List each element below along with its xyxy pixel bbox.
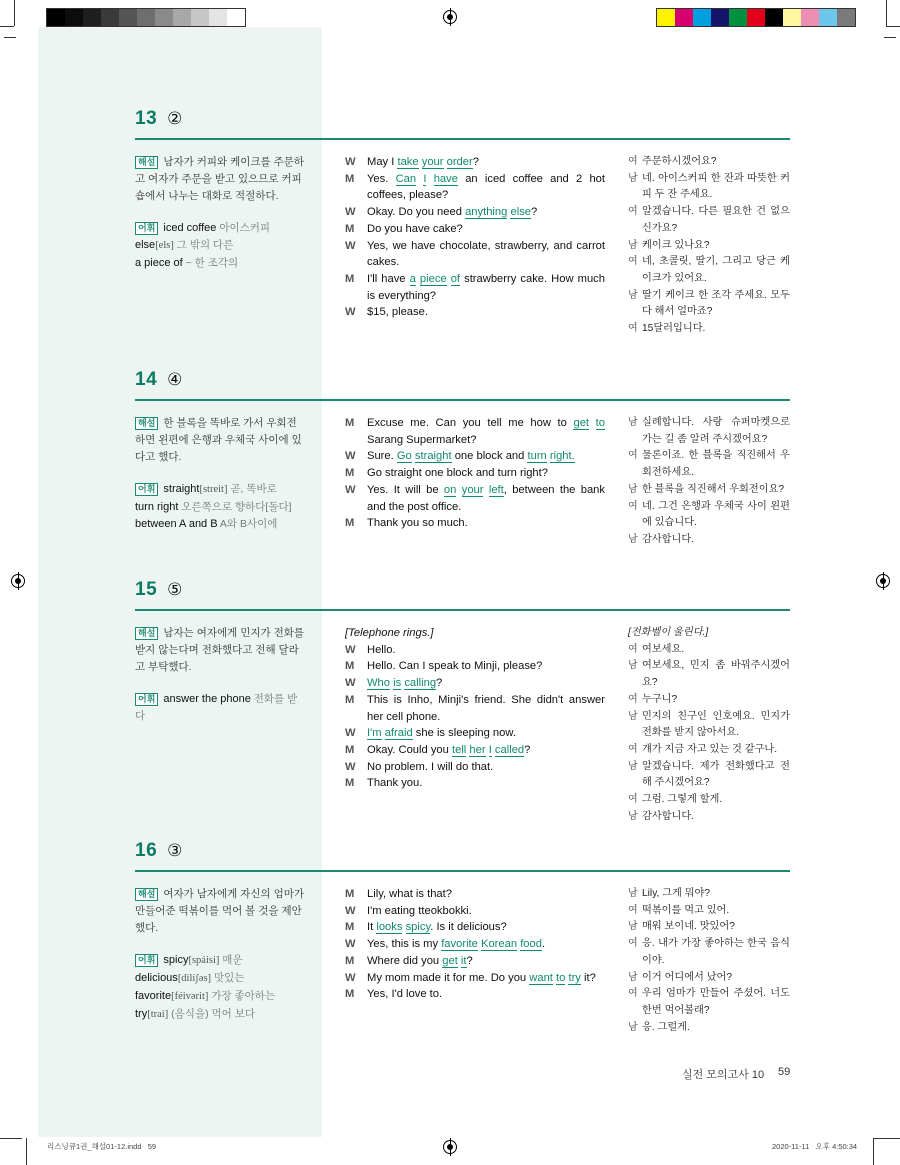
- dialogue-text: [589, 417, 596, 429]
- speaker-label-ko: 여: [628, 323, 638, 335]
- speaker-label: M: [345, 222, 355, 235]
- blank-answer: tell: [451, 743, 467, 756]
- vocab-item: turn right 오른쪽으로 향하다[돌다]: [135, 501, 292, 514]
- question-number: 15: [135, 579, 158, 600]
- speaker-label-ko: 남: [628, 289, 638, 301]
- speaker-label: W: [345, 239, 356, 252]
- dialogue-text: one block and: [451, 450, 528, 463]
- vocabulary-list: [135, 481, 305, 532]
- speaker-label-ko: 남: [628, 710, 638, 722]
- blank-answer: right.: [549, 450, 575, 463]
- speaker-label-ko: 여: [628, 206, 638, 218]
- explanation-tag: 해설: [135, 888, 158, 901]
- dialogue-line: [345, 658, 605, 675]
- dialogue-line: [345, 221, 605, 238]
- blank-answer: I: [488, 743, 492, 756]
- vocab-item: try[trai] (음식을) 먹어 보다: [135, 1007, 255, 1020]
- speaker-label-ko: 여: [628, 693, 638, 705]
- explanation: 해설 한 블록을 똑바로 가서 우회전하면 왼편에 은행과 우체국 사이에 있다고 했다.: [135, 417, 302, 463]
- speaker-label-ko: 남: [628, 888, 638, 899]
- crop-mark: [886, 0, 887, 26]
- speaker-label: W: [345, 156, 356, 168]
- crop-mark: [4, 37, 16, 38]
- crop-mark: [14, 0, 15, 26]
- dialogue-line: [345, 675, 605, 692]
- speaker-label: W: [345, 904, 356, 917]
- color-swatch: [191, 9, 209, 26]
- translation-line: 남 민지의 친구인 인호예요. 민지가 전화를 받지 않아서요.: [628, 709, 790, 742]
- color-swatch: [801, 9, 819, 26]
- dialogue-line: [345, 482, 605, 515]
- explanation-tag: 해설: [135, 417, 158, 430]
- blank-answer: calling: [404, 677, 437, 690]
- dialogue-text: I'll have: [367, 272, 410, 285]
- speaker-label: M: [345, 988, 355, 1001]
- vocab-item: 어휘 iced coffee 아이스커피: [135, 220, 305, 237]
- blank-answer: your: [421, 156, 444, 168]
- answer-choice: ⑤: [167, 580, 183, 599]
- answer-choice: ③: [167, 841, 183, 860]
- registration-mark-icon: [443, 1140, 457, 1154]
- dialogue-text: May I: [367, 156, 398, 168]
- dialogue-text: strawberry cake. How much is everything?: [367, 272, 605, 302]
- speaker-label-ko: 남: [628, 971, 638, 983]
- dialogue-text: ?: [531, 206, 538, 219]
- dialogue-text: Yes. It will be: [367, 483, 444, 496]
- dialogue-line: [345, 415, 605, 448]
- dialogue-text: Yes.: [367, 172, 396, 185]
- dialogue-line: [345, 936, 605, 953]
- footer-title: 실전 모의고사 10: [682, 1069, 765, 1081]
- color-swatch: [47, 9, 65, 26]
- translation-line: 남 여보세요, 민지 좀 바꿔주시겠어요?: [628, 658, 790, 691]
- dialogue-text: This is Inho, Minji's friend. She didn't answer her cell phone.: [367, 693, 605, 723]
- blank-answer: of: [450, 272, 461, 285]
- section-header: [135, 840, 790, 866]
- blank-answer: get: [442, 954, 458, 967]
- crop-mark: [886, 26, 900, 27]
- vocab-tag: 어휘: [135, 954, 158, 967]
- speaker-label-ko: 남: [628, 810, 638, 822]
- speaker-label: W: [345, 938, 356, 951]
- blank-answer: it: [460, 954, 467, 967]
- explanation: 해설 남자가 커피와 케이크를 주문하고 여자가 주문을 받고 있으므로 커피숍에서 나누는 대화로 적절하다.: [135, 156, 305, 202]
- vocabulary-list: [135, 952, 305, 1023]
- color-swatch: [227, 9, 245, 26]
- speaker-label: W: [345, 483, 356, 496]
- dialogue-line: [345, 448, 605, 465]
- translation-line: 남 딸기 케이크 한 조각 주세요. 모두 다 해서 얼마죠?: [628, 288, 790, 321]
- dialogue-text: .: [541, 938, 546, 951]
- color-swatch: [173, 9, 191, 26]
- speaker-label: W: [345, 727, 356, 740]
- blank-answer: Can: [395, 172, 417, 185]
- answer-choice: ④: [167, 370, 183, 389]
- vocab-tag: 어휘: [135, 483, 158, 496]
- translation-line: 여 떡볶이를 먹고 있어.: [628, 903, 790, 920]
- translation-line: 여 응. 내가 가장 좋아하는 한국 음식이야.: [628, 936, 790, 969]
- question-number: 13: [135, 108, 158, 129]
- blank-answer: favorite: [441, 938, 478, 951]
- dialogue-text: Excuse me. Can you tell me how to: [367, 417, 574, 429]
- dialogue-script: [345, 154, 605, 321]
- color-swatch: [119, 9, 137, 26]
- dialogue-text: ?: [524, 743, 531, 756]
- crop-mark: [873, 1138, 900, 1139]
- translation-line: 남 응. 그럴게.: [628, 1020, 790, 1037]
- section-divider: [135, 870, 790, 872]
- dialogue-line: [345, 154, 605, 171]
- blank-answer: left: [488, 483, 504, 496]
- section-divider: [135, 138, 790, 140]
- dialogue-text: . Is it delicious?: [430, 921, 507, 934]
- dialogue-text: [456, 484, 461, 496]
- dialogue-line: [345, 692, 605, 725]
- dialogue-text: Hello.: [367, 643, 396, 656]
- dialogue-line: [345, 204, 605, 221]
- speaker-label: M: [345, 921, 355, 934]
- page-number: 59: [778, 1066, 791, 1078]
- translation-line: 남 케이크 있나요?: [628, 238, 790, 255]
- dialogue-text: Go straight one block and turn right?: [367, 467, 548, 480]
- vocab-item: else[els] 그 밖의 다른: [135, 239, 234, 252]
- dialogue-line: [345, 515, 605, 532]
- dialogue-text: Where did you: [367, 954, 443, 967]
- speaker-label: M: [345, 517, 355, 530]
- blank-answer: spicy: [405, 921, 431, 934]
- blank-answer: try: [568, 971, 581, 984]
- crop-mark: [873, 1138, 874, 1165]
- speaker-label: M: [345, 272, 355, 285]
- speaker-label: M: [345, 660, 355, 673]
- blank-answer: food: [520, 938, 542, 951]
- vocab-item: between A and B A와 B사이에: [135, 517, 278, 530]
- explanation-column: [135, 415, 305, 533]
- explanation-column: [135, 154, 305, 272]
- dialogue-text: Sarang Supermarket?: [367, 433, 477, 446]
- speaker-label: W: [345, 677, 356, 690]
- crop-mark: [884, 37, 896, 38]
- speaker-label: W: [345, 450, 356, 463]
- section-header: [135, 579, 790, 605]
- question-number: 14: [135, 369, 158, 390]
- translation-line: 여 15달러입니다.: [628, 321, 790, 338]
- dialogue-line: [345, 759, 605, 776]
- dialogue-text: Okay. Could you: [367, 743, 452, 756]
- speaker-label-ko: 남: [628, 417, 638, 428]
- dialogue-line: [345, 271, 605, 304]
- question-section: [135, 108, 790, 335]
- explanation-tag: 해설: [135, 627, 158, 640]
- translation-line: 여 누구니?: [628, 692, 790, 709]
- dialogue-text: Okay. Do you need: [367, 206, 466, 219]
- translation-line: 여 네. 그건 은행과 우체국 사이 왼편에 있습니다.: [628, 499, 790, 532]
- speaker-label-ko: 여: [628, 988, 638, 1000]
- speaker-label-ko: 남: [628, 533, 638, 545]
- dialogue-text: Yes, this is my: [367, 938, 442, 951]
- speaker-label: W: [345, 760, 356, 773]
- translation-line: 남 이거 어디에서 났어?: [628, 970, 790, 987]
- color-swatch: [747, 9, 765, 26]
- dialogue-text: Lily, what is that?: [367, 888, 452, 900]
- korean-translation: [628, 415, 790, 549]
- blank-answer: to: [556, 971, 566, 984]
- speaker-label: M: [345, 417, 355, 429]
- speaker-label-ko: 여: [628, 450, 638, 462]
- dialogue-text: $15, please.: [367, 306, 428, 319]
- dialogue-text: ?: [466, 954, 473, 967]
- translation-line: 남 알겠습니다. 제가 전화했다고 전해 주시겠어요?: [628, 759, 790, 792]
- korean-translation: [628, 154, 790, 338]
- translation-line: 여 우리 엄마가 만들어 주셨어. 너도 한번 먹어볼래?: [628, 986, 790, 1019]
- dialogue-script: [345, 415, 605, 532]
- registration-mark-icon: [443, 10, 457, 24]
- vocab-tag: 어휘: [135, 222, 158, 235]
- dialogue-text: she is sleeping now.: [412, 727, 516, 740]
- dialogue-text: ?: [436, 677, 443, 690]
- speaker-label: W: [345, 643, 356, 656]
- color-swatch: [209, 9, 227, 26]
- dialogue-text: My mom made it for me. Do you: [367, 971, 530, 984]
- speaker-label-ko: 여: [628, 904, 638, 916]
- dialogue-script: [345, 625, 605, 792]
- speaker-label-ko: 남: [628, 760, 638, 772]
- translation-line: 남 네. 아이스커피 한 잔과 따뜻한 커피 두 잔 주세요.: [628, 171, 790, 204]
- translation-line: 여 알겠습니다. 다른 필요한 건 없으신가요?: [628, 204, 790, 237]
- color-swatch: [819, 9, 837, 26]
- color-swatch: [657, 9, 675, 26]
- speaker-label-ko: 남: [628, 483, 638, 495]
- blank-answer: else: [510, 206, 532, 219]
- color-swatch: [693, 9, 711, 26]
- dialogue-line: [345, 903, 605, 920]
- section-divider: [135, 399, 790, 401]
- color-swatch: [837, 9, 855, 26]
- speaker-label-ko: 여: [628, 256, 638, 268]
- translation-line: 여 여보세요.: [628, 642, 790, 659]
- blank-answer: afraid: [384, 727, 413, 740]
- dialogue-text: I'm eating tteokbokki.: [367, 904, 472, 917]
- cmyk-color-bar: [656, 8, 856, 27]
- speaker-label: M: [345, 954, 355, 967]
- crop-mark: [0, 1138, 22, 1139]
- dialogue-line: [345, 304, 605, 321]
- speaker-label-ko: 여: [628, 643, 638, 655]
- speaker-label-ko: 남: [628, 1021, 638, 1033]
- registration-mark-icon: [11, 574, 25, 588]
- dialogue-text: It: [367, 921, 377, 934]
- blank-answer: is: [393, 677, 402, 690]
- explanation-column: [135, 625, 305, 725]
- crop-mark: [26, 1138, 27, 1165]
- blank-answer: on: [443, 483, 457, 496]
- speaker-label-ko: 남: [628, 172, 638, 184]
- blank-answer: order: [446, 156, 473, 168]
- blank-answer: take: [397, 156, 419, 168]
- dialogue-line: [345, 465, 605, 482]
- blank-answer: I: [423, 172, 427, 185]
- explanation-column: [135, 886, 305, 1024]
- vocab-item: a piece of ~ 한 조각의: [135, 256, 239, 269]
- explanation: 해설 남자는 여자에게 민지가 전화를 받지 않는다며 전화했다고 전해 달라고 부탁했다.: [135, 627, 305, 673]
- speaker-label: M: [345, 777, 355, 790]
- vocabulary-list: [135, 691, 305, 725]
- vocab-item: delicious[dilíʃəs] 맛있는: [135, 972, 245, 985]
- dialogue-text: , between the bank and the post office.: [367, 483, 606, 513]
- speaker-label-ko: 여: [628, 794, 638, 806]
- explanation: 해설 여자가 남자에게 자신의 엄마가 만들어준 떡볶이를 먹어 볼 것을 제안했다.: [135, 888, 305, 934]
- color-swatch: [765, 9, 783, 26]
- blank-answer: want: [529, 971, 553, 984]
- speaker-label-ko: 여: [628, 156, 638, 167]
- dialogue-text: Do you have cake?: [367, 222, 463, 235]
- blank-answer: piece: [419, 272, 447, 285]
- question-section: [135, 369, 790, 545]
- translation-line: 남 실례합니다. 사랑 슈퍼마켓으로 가는 길 좀 알려 주시겠어요?: [628, 415, 790, 448]
- dialogue-text: Hello. Can I speak to Minji, please?: [367, 660, 543, 673]
- answer-choice: ②: [167, 109, 183, 128]
- dialogue-line: [345, 171, 605, 204]
- translation-line: 여 걔가 지금 자고 있는 것 같구나.: [628, 742, 790, 759]
- speaker-label: M: [345, 467, 355, 480]
- speaker-label-ko: 여: [628, 743, 638, 755]
- dialogue-line: [345, 642, 605, 659]
- translation-line: 남 매워 보이네. 맛있어?: [628, 919, 790, 936]
- grayscale-color-bar: [46, 8, 246, 27]
- blank-answer: straight: [414, 450, 452, 463]
- dialogue-text: Sure.: [367, 450, 397, 463]
- dialogue-line: [345, 742, 605, 759]
- dialogue-text: Thank you so much.: [367, 517, 468, 530]
- dialogue-line: [345, 238, 605, 271]
- dialogue-text: Yes, we have chocolate, strawberry, and carrot cakes.: [367, 239, 605, 269]
- dialogue-line: [345, 775, 605, 792]
- speaker-label-ko: 여: [628, 500, 638, 512]
- vocabulary-list: [135, 220, 305, 271]
- color-swatch: [783, 9, 801, 26]
- vocab-tag: 어휘: [135, 693, 158, 706]
- speaker-label-ko: 남: [628, 239, 638, 251]
- speaker-label-ko: 남: [628, 660, 638, 672]
- blank-answer: turn: [527, 450, 547, 463]
- dialogue-text: No problem. I will do that.: [367, 760, 494, 773]
- dialogue-line: [345, 919, 605, 936]
- slug-filename: 리스닝큐1권_해설01-12.indd 59: [47, 1142, 157, 1151]
- blank-answer: a: [409, 272, 416, 285]
- question-section: [135, 579, 790, 822]
- dialogue-script: [345, 886, 605, 1003]
- blank-answer: to: [595, 417, 606, 429]
- question-section: [135, 840, 790, 1033]
- crop-mark: [0, 26, 14, 27]
- vocab-item: 어휘 straight[streit] 곧, 똑바로: [135, 481, 305, 499]
- color-swatch: [675, 9, 693, 26]
- registration-mark-icon: [876, 574, 890, 588]
- blank-answer: Korean: [481, 938, 518, 951]
- translation-line: 남 Lily, 그게 뭐야?: [628, 886, 790, 903]
- color-swatch: [101, 9, 119, 26]
- color-swatch: [83, 9, 101, 26]
- translation-line: 남 한 블록을 직진해서 우회전이요?: [628, 482, 790, 499]
- vocab-item: favorite[féivərit] 가장 좋아하는: [135, 989, 276, 1002]
- translation-line: 여 물론이죠. 한 블록을 직진해서 우회전하세요.: [628, 448, 790, 481]
- translation-line: 여 네, 초콜릿, 딸기, 그리고 당근 케이크가 있어요.: [628, 254, 790, 287]
- stage-direction-ko: [전화벨이 울린다.]: [628, 627, 709, 638]
- dialogue-text: it?: [580, 971, 596, 984]
- korean-translation: [628, 886, 790, 1036]
- korean-translation: [628, 625, 790, 825]
- dialogue-line: [345, 953, 605, 970]
- dialogue-text: ?: [472, 156, 479, 168]
- speaker-label-ko: 남: [628, 921, 638, 933]
- speaker-label: W: [345, 971, 356, 984]
- translation-line: 남 감사합니다.: [628, 809, 790, 826]
- speaker-label: W: [345, 206, 356, 219]
- color-swatch: [729, 9, 747, 26]
- dialogue-text: Thank you.: [367, 777, 423, 790]
- translation-line: 여 그럼. 그렇게 할게.: [628, 792, 790, 809]
- translation-line: 남 감사합니다.: [628, 532, 790, 549]
- dialogue-line: [345, 986, 605, 1003]
- dialogue-text: Yes, I'd love to.: [367, 988, 443, 1001]
- speaker-label: M: [345, 693, 355, 706]
- blank-answer: looks: [376, 921, 403, 934]
- translation-line: 여 주문하시겠어요?: [628, 154, 790, 171]
- speaker-label: M: [345, 743, 355, 756]
- color-swatch: [155, 9, 173, 26]
- dialogue-text: [426, 173, 433, 185]
- blank-answer: Go: [396, 450, 412, 463]
- section-divider: [135, 609, 790, 611]
- speaker-label-ko: 여: [628, 938, 638, 950]
- speaker-label: M: [345, 888, 355, 900]
- blank-answer: Who: [367, 677, 391, 690]
- section-header: [135, 369, 790, 395]
- blank-answer: called: [494, 743, 525, 756]
- blank-answer: get: [573, 417, 590, 429]
- blank-answer: her: [469, 743, 486, 756]
- vocab-item: 어휘 spicy[spáisi] 매운: [135, 952, 305, 970]
- section-header: [135, 108, 790, 134]
- explanation-tag: 해설: [135, 156, 158, 169]
- dialogue-line: [345, 970, 605, 987]
- vocab-item: 어휘 answer the phone 전화를 받다: [135, 693, 298, 723]
- blank-answer: have: [433, 172, 458, 185]
- slug-timestamp: 2020-11-11 오후 4:50:34: [772, 1142, 858, 1151]
- blank-answer: anything: [465, 206, 508, 219]
- blank-answer: I'm: [367, 727, 382, 740]
- dialogue-text: an iced coffee and 2 hot coffees, please?: [367, 172, 606, 202]
- color-swatch: [711, 9, 729, 26]
- question-number: 16: [135, 840, 158, 861]
- color-swatch: [137, 9, 155, 26]
- speaker-label: W: [345, 306, 356, 319]
- blank-answer: your: [461, 483, 484, 496]
- dialogue-line: [345, 886, 605, 903]
- dialogue-line: [345, 725, 605, 742]
- color-swatch: [65, 9, 83, 26]
- speaker-label: M: [345, 172, 355, 185]
- stage-direction: [Telephone rings.]: [345, 627, 434, 639]
